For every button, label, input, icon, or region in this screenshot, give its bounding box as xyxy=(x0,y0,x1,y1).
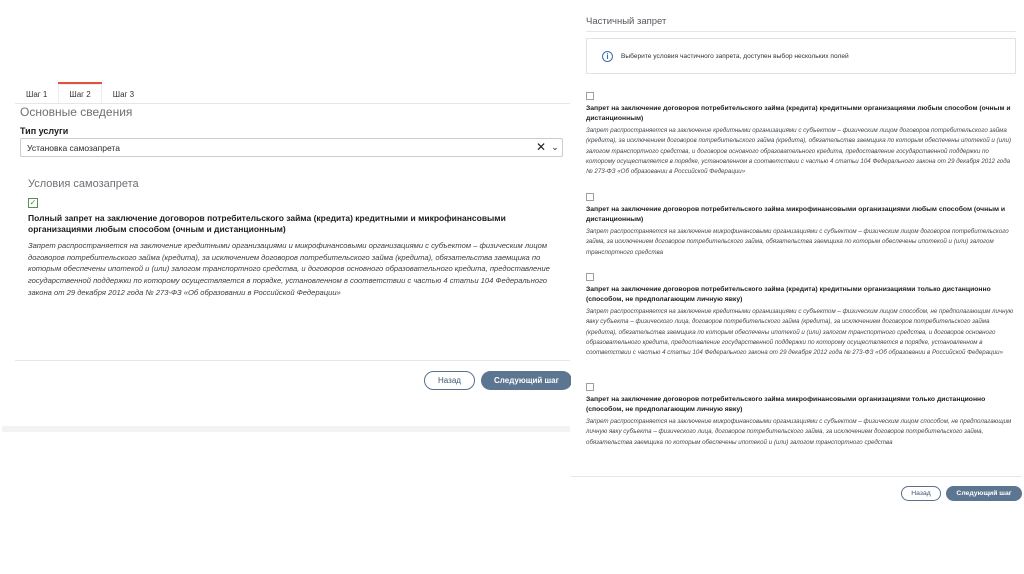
section-title: Основные сведения xyxy=(20,105,133,119)
footer-divider xyxy=(15,360,570,361)
next-step-button[interactable]: Следующий шаг xyxy=(946,486,1022,501)
back-button[interactable]: Назад xyxy=(901,486,941,501)
tab-step-3[interactable]: Шаг 3 xyxy=(112,90,135,99)
service-type-label: Тип услуги xyxy=(20,126,69,136)
option-2-description: Запрет распространяется на заключение микрофинансовыми организациями с субъектом – физическим лицом договоров потребительского займа, за исключением договоров потребительского займа, обязательства заемщика по которым обеспечены ипотекой и (или) залогом транспортного средства xyxy=(586,228,1009,256)
option-4-title: Запрет на заключение договоров потребительского займа микрофинансовыми организациями только дистанционно (способом, не предполагающим личную явку) xyxy=(586,396,986,413)
title-divider xyxy=(586,31,1016,32)
tab-step-2[interactable]: Шаг 2 xyxy=(58,82,101,104)
clear-icon[interactable]: ✕ xyxy=(535,140,547,154)
info-text: Выберите условия частичного запрета, доступен выбор нескольких полей xyxy=(621,52,849,60)
footer-divider xyxy=(571,476,1022,477)
service-type-select[interactable] xyxy=(20,138,563,157)
option-2-checkbox[interactable] xyxy=(586,193,594,201)
full-ban-title: Полный запрет на заключение договоров потребительского займа (кредита) кредитными и микрофинансовыми организациями любым способом (очным и дистанционным) xyxy=(28,213,506,234)
step-form-panel xyxy=(2,72,570,432)
info-icon: i xyxy=(602,51,613,62)
option-1-title: Запрет на заключение договоров потребительского займа (кредита) кредитными организациями любым способом (очным и дистанционным) xyxy=(586,105,1011,122)
partial-ban-panel xyxy=(571,8,1022,512)
full-ban-description: Запрет распространяется на заключение кредитными организациями и микрофинансовыми организациями с субъектом – физическим лицом договоров потребительского займа (кредита), за исключением договоров потребительского займа (кредита), обязательства заемщика по которым обеспечены ипотекой и (или) залогом транспортного средства, и договоров основного образовательного кредита, предоставление государственной поддержки по которому осуществляется в порядке, установленном в соответствии с частью 4 статьи 104 Федерального закона от 29 декабря 2012 года № 273-ФЗ «Об образовании в Российской Федерации» xyxy=(28,241,550,297)
full-ban-checkbox[interactable]: ✓ xyxy=(29,198,37,207)
next-step-button[interactable]: Следующий шаг xyxy=(481,371,572,390)
conditions-title: Условия самозапрета xyxy=(28,178,139,190)
option-1-description: Запрет распространяется на заключение кредитными организациями с субъектом – физическим лицом договоров потребительского займа (кредита), за исключением договоров потребительского займа (кредита), обязательства заемщика по которым обеспечены ипотекой и (или) залогом транспортного средства, и договоров основного образовательного кредита, предоставление государственной поддержки по которому осуществляется в порядке, установленном в соответствии с частью 4 статьи 104 Федерального закона от 29 декабря 2012 года № 273-ФЗ «Об образовании в Российской Федерации» xyxy=(586,127,1012,176)
back-button[interactable]: Назад xyxy=(424,371,475,390)
option-3-checkbox[interactable] xyxy=(586,273,594,281)
partial-ban-title: Частичный запрет xyxy=(586,16,667,27)
tab-step-1[interactable]: Шаг 1 xyxy=(26,90,48,99)
option-2-title: Запрет на заключение договоров потребительского займа микрофинансовыми организациями любым способом (очным и дистанционным) xyxy=(586,206,1006,223)
chevron-down-icon[interactable]: ⌄ xyxy=(551,142,559,152)
option-3-description: Запрет распространяется на заключение кредитными организациями с субъектом – физическим лицом способом, не предполагающим личную явку субъекта – физического лица, договоров потребительского займа (кредита), за исключением договоров потребительского займа (кредита), обязательства заемщика по которым обеспечены ипотекой и (или) залогом транспортного средства, и договоров основного образовательного кредита, предоставление государственной поддержки по которому осуществляется в порядке, установленном в соответствии с частью 4 статьи 104 Федерального закона от 29 декабря 2012 года № 273-ФЗ «Об образовании в Российской Федерации» xyxy=(586,308,1014,357)
info-banner xyxy=(586,38,1016,74)
step-tabs xyxy=(15,82,145,104)
option-1-checkbox[interactable] xyxy=(586,92,594,100)
option-3-title: Запрет на заключение договоров потребительского займа (кредита) кредитными организациями только дистанционно (способом, не предполагающим личную явку) xyxy=(586,286,991,303)
option-4-checkbox[interactable] xyxy=(586,383,594,391)
option-4-description: Запрет распространяется на заключение микрофинансовыми организациями с субъектом – физическим лицом способом, не предполагающим личную явку субъекта – физического лица, договоров потребительского займа, за исключением договоров потребительского займа, обязательства заемщика по которым обеспечены ипотекой и (или) залогом транспортного средства xyxy=(586,418,1012,446)
tabs-divider xyxy=(15,103,570,104)
service-type-value: Установка самозапрета xyxy=(27,142,120,153)
